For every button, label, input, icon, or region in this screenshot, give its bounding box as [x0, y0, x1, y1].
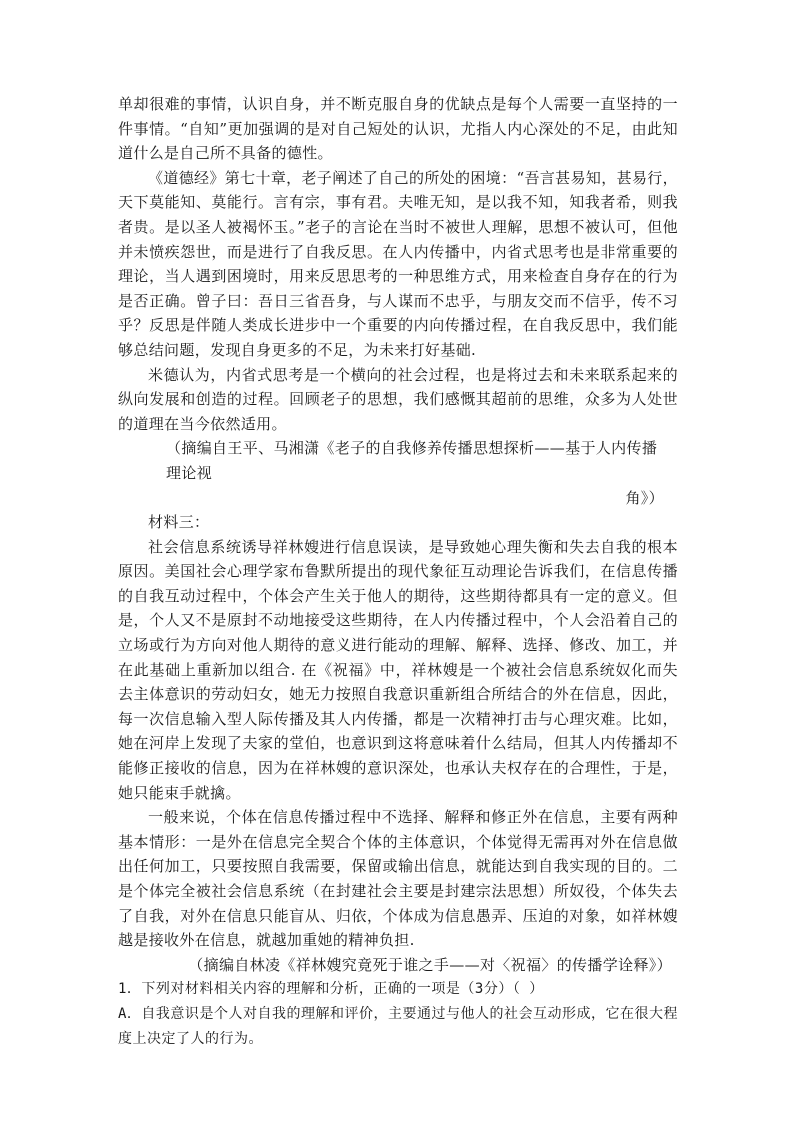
- source-citation-two: （摘编自王平、马湘潇《老子的自我修养传播思想探析——基于人内传播理论视: [166, 439, 658, 482]
- paragraph-xianglin-2: 一般来说，个体在信息传播过程中不选择、解释和修正外在信息，主要有两种基本情形：一是外在信息完全契合个体的主体意识，个体觉得无需再对外在信息做出任何加工，只要按照自我需要，保留或输出信息，就能达到自我实现的目的。二是个体完全被社会信息系统（在封建社会主要是封建宗法思想）所奴役，个体失去了自我，对外在信息只能盲从、归依，个体成为信息愚弄、压迫的对象，如祥林嫂越是接收外在信息，就越加重她的精神负担.: [118, 808, 678, 950]
- source-citation-three: （摘编自林凌《祥林嫂究竟死于谁之手——对〈祝福〉的传播学诠释》）: [188, 955, 672, 974]
- question-1: 1．下列对材料相关内容的理解和分析，正确的一项是（3分）（ ）: [118, 981, 544, 998]
- material-three-heading: 材料三：: [148, 513, 210, 532]
- option-a: A．自我意识是个人对自我的理解和评价，主要通过与他人的社会互动形成，它在很大程度上决定了人的行为。: [118, 1005, 678, 1047]
- document-page: [118, 92, 678, 1051]
- paragraph-mead: 米德认为，内省式思考是一个横向的社会过程，也是将过去和未来联系起来的纵向发展和创造的过程。回顾老子的思想，我们感慨其超前的思维，众多为人处世的道理在当今依然适用。: [118, 365, 678, 433]
- paragraph-xianglin-1: 社会信息系统诱导祥林嫂进行信息误读，是导致她心理失衡和失去自我的根本原因。美国社会心理学家布鲁默所提出的现代象征互动理论告诉我们，在信息传播的自我互动过程中，个体会产生关于他人的期待，这些期待都具有一定的意义。但是，个人又不是原封不动地接受这些期待，在人内传播过程中，个人会沿着自己的立场或行为方向对他人期待的意义进行能动的理解、解释、选择、修改、加工，并在此基础上重新加以组合. 在《祝福》中，祥林嫂是一个被社会信息系统奴化而失去主体意识的劳动妇女，她无力按照自我意识重新组合所结合的外在信息，因此，每一次信息输入型人际传播及其人内传播，都是一次精神打击与心理灾难。比如，她在河岸上发现了夫家的堂伯，也意识到这将意味着什么结局，但其人内传播却不能修正接收的信息，因为在祥林嫂的意识深处，也承认夫权存在的合理性，于是，她只能束手就擒。: [118, 537, 678, 802]
- paragraph-laozi: 《道德经》第七十章，老子阐述了自己的所处的困境：“吾言甚易知，甚易行，天下莫能知、莫能行。言有宗，事有君。夫唯无知，是以我不知，知我者希，则我者贵。是以圣人被褐怀玉。”老子的言论在当时不被世人理解，思想不被认可，但他并未愤疾怨世，而是进行了自我反思。在人内传播中，内省式思考也是非常重要的理论，当人遇到困境时，用来反思思考的一种思维方式，用来检查自身存在的行为是否正确。曾子曰：吾日三省吾身，与人谋而不忠乎，与朋友交而不信乎，传不习乎？反思是伴随人类成长进步中一个重要的内向传播过程，在自我反思中，我们能够总结问题，发现自身更多的不足，为未来打好基础.: [118, 168, 678, 359]
- continuation-paragraph: 单却很难的事情，认识自身，并不断克服自身的优缺点是每个人需要一直坚持的一件事情。“自知”更加强调的是对自己短处的认识，尤指人内心深处的不足，由此知道什么是自己所不具备的德性。: [118, 95, 678, 163]
- source-citation-two-tail: 角》）: [625, 488, 664, 507]
